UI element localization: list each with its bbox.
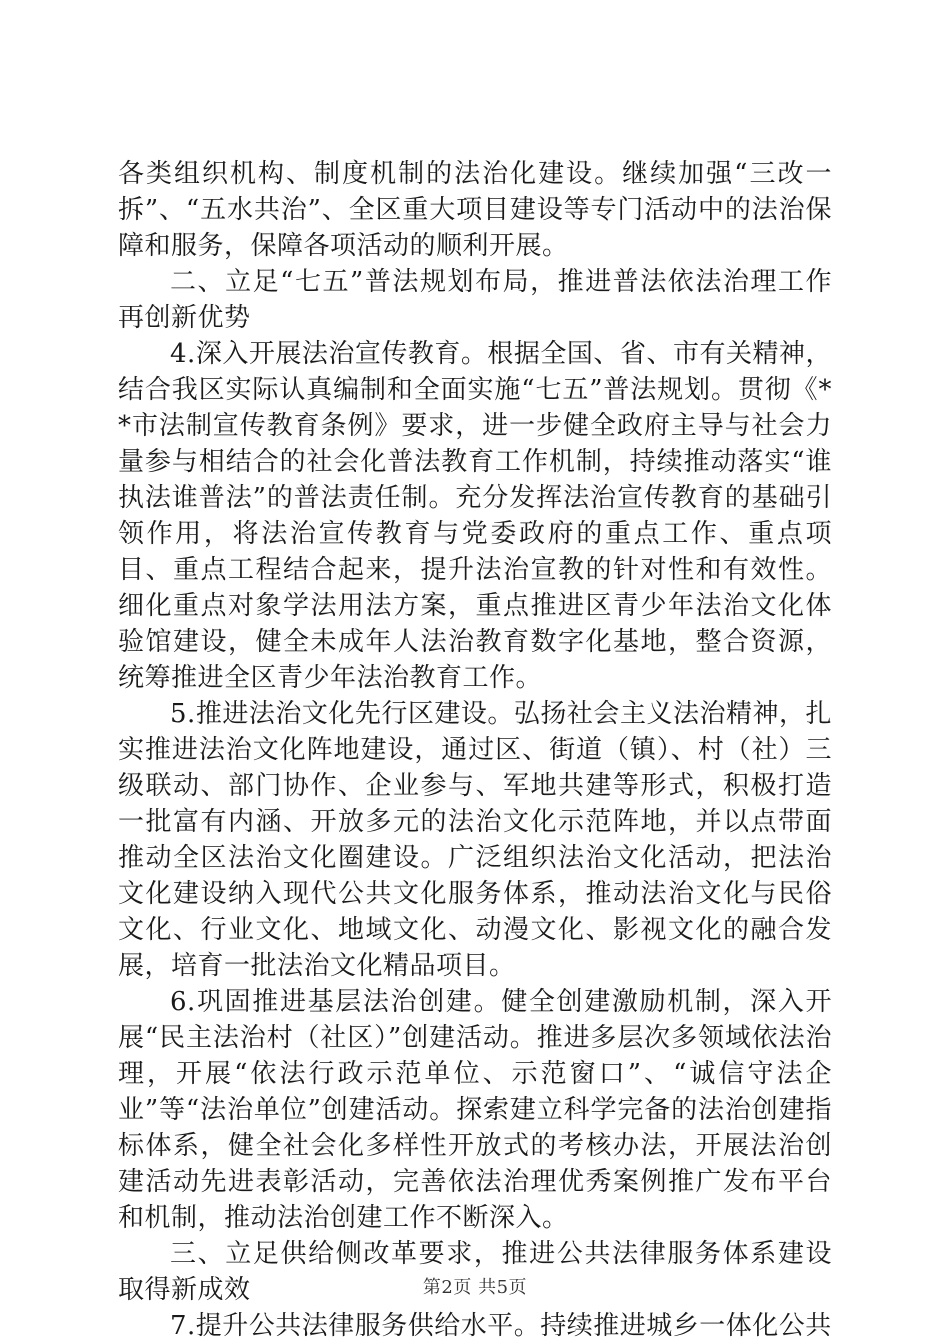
section-heading-3: 三、立足供给侧改革要求，推进公共法律服务体系建设取得新成效 [118, 1239, 832, 1305]
paragraph-item-5: 5.推进法治文化先行区建设。弘扬社会主义法治精神，扎实推进法治文化阵地建设，通过区、街道（镇）、村（社）三级联动、部门协作、企业参与、军地共建等形式，积极打造一批富有内涵、开放多元的法治文化示范阵地，并以点带面推动全区法治文化圈建设。广泛组织法治文化活动，把法治文化建设纳入现代公共文化服务体系，推动法治文化与民俗文化、行业文化、地域文化、动漫文化、影视文化的融合发展，培育一批法治文化精品项目。 [118, 699, 832, 981]
paragraph-item-6: 6.巩固推进基层法治创建。健全创建激励机制，深入开展“民主法治村（社区）”创建活动。推进多层次多领域依法治理，开展“依法行政示范单位、示范窗口”、“诚信守法企业”等“法治单位”创建活动。探索建立科学完备的法治创建指标体系，健全社会化多样性开放式的考核办法，开展法治创建活动先进表彰活动，完善依法治理优秀案例推广发布平台和机制，推动法治创建工作不断深入。 [118, 987, 832, 1233]
paragraph-item-7: 7.提升公共法律服务供给水平。持续推进城乡一体化公共 [170, 1311, 832, 1341]
document-body [118, 156, 832, 1344]
page-number-footer: 第2页 共5页 [422, 1277, 528, 1298]
paragraph-item-4: 4.深入开展法治宣传教育。根据全国、省、市有关精神，结合我区实际认真编制和全面实施“七五”普法规划。贯彻《**市法制宣传教育条例》要求，进一步健全政府主导与社会力量参与相结合的社会化普法教育工作机制，持续推动落实“谁执法谁普法”的普法责任制。充分发挥法治宣传教育的基础引领作用，将法治宣传教育与党委政府的重点工作、重点项目、重点工程结合起来，提升法治宣教的针对性和有效性。细化重点对象学法用法方案，重点推进区青少年法治文化体验馆建设，健全未成年人法治教育数字化基地，整合资源，统筹推进全区青少年法治教育工作。 [118, 339, 832, 693]
paragraph-continuation: 各类组织机构、制度机制的法治化建设。继续加强“三改一拆”、“五水共治”、全区重大项目建设等专门活动中的法治保障和服务，保障各项活动的顺利开展。 [118, 159, 832, 261]
section-heading-2: 二、立足“七五”普法规划布局，推进普法依法治理工作再创新优势 [118, 267, 832, 333]
